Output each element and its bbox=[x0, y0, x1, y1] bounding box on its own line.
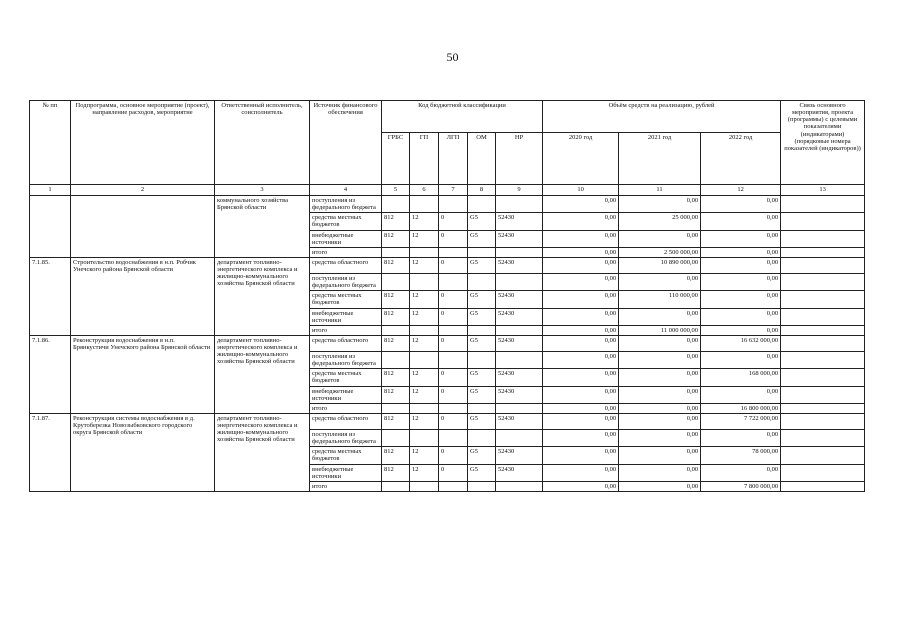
om-cell: G5 bbox=[468, 335, 496, 351]
grbs-cell bbox=[382, 403, 410, 413]
amount-2021: 0,00 bbox=[619, 429, 701, 446]
amount-2022: 0,00 bbox=[701, 464, 781, 481]
header-program: Подпрограмма, основное мероприятие (проект), направление расходов, мероприятие bbox=[71, 101, 215, 185]
column-number: 5 bbox=[382, 185, 410, 196]
amount-2022: 0,00 bbox=[701, 291, 781, 308]
nr-cell bbox=[496, 196, 543, 213]
link-cell bbox=[781, 291, 865, 308]
link-cell bbox=[781, 386, 865, 403]
lgp-cell bbox=[439, 403, 468, 413]
source-cell: поступления из федерального бюджета bbox=[310, 429, 382, 446]
lgp-cell: 0 bbox=[439, 386, 468, 403]
lgp-cell: 0 bbox=[439, 369, 468, 386]
grbs-cell bbox=[382, 351, 410, 368]
grbs-cell: 812 bbox=[382, 413, 410, 429]
lgp-cell bbox=[439, 429, 468, 446]
source-cell: поступления из федерального бюджета bbox=[310, 351, 382, 368]
measure-name: Реконструкция системы водоснабжения в д. Крутоберезка Новозыбковского городского округа Брянской области bbox=[71, 413, 215, 491]
om-cell: G5 bbox=[468, 464, 496, 481]
om-cell bbox=[468, 247, 496, 257]
lgp-cell bbox=[439, 247, 468, 257]
header-executor: Ответственный исполнитель, соисполнитель bbox=[215, 101, 310, 185]
link-cell bbox=[781, 351, 865, 368]
gp-cell: 12 bbox=[410, 369, 439, 386]
grbs-cell: 812 bbox=[382, 230, 410, 247]
header-om: ОМ bbox=[468, 133, 496, 185]
amount-2020: 0,00 bbox=[543, 247, 619, 257]
amount-2021: 0,00 bbox=[619, 230, 701, 247]
om-cell: G5 bbox=[468, 213, 496, 230]
amount-2022: 7 722 000,00 bbox=[701, 413, 781, 429]
source-cell: средства местных бюджетов bbox=[310, 291, 382, 308]
lgp-cell: 0 bbox=[439, 257, 468, 273]
column-number: 13 bbox=[781, 185, 865, 196]
amount-2022: 0,00 bbox=[701, 429, 781, 446]
grbs-cell: 812 bbox=[382, 369, 410, 386]
gp-cell bbox=[410, 429, 439, 446]
source-cell: поступления из федерального бюджета bbox=[310, 196, 382, 213]
amount-2021: 0,00 bbox=[619, 335, 701, 351]
header-2020: 2020 год bbox=[543, 133, 619, 185]
amount-2021: 0,00 bbox=[619, 273, 701, 290]
amount-2020: 0,00 bbox=[543, 213, 619, 230]
column-number: 10 bbox=[543, 185, 619, 196]
grbs-cell: 812 bbox=[382, 335, 410, 351]
executor-name: департамент топливно-энергетического комплекса и жилищно-коммунального хозяйства Брянской области bbox=[215, 413, 310, 491]
table-row bbox=[30, 335, 865, 351]
column-number: 3 bbox=[215, 185, 310, 196]
nr-cell: 52430 bbox=[496, 386, 543, 403]
amount-2021: 110 000,00 bbox=[619, 291, 701, 308]
source-cell: внебюджетные источники bbox=[310, 386, 382, 403]
grbs-cell: 812 bbox=[382, 464, 410, 481]
gp-cell: 12 bbox=[410, 335, 439, 351]
source-cell: итого bbox=[310, 247, 382, 257]
column-number: 12 bbox=[701, 185, 781, 196]
grbs-cell bbox=[382, 273, 410, 290]
nr-cell: 52430 bbox=[496, 369, 543, 386]
amount-2020: 0,00 bbox=[543, 325, 619, 335]
amount-2020: 0,00 bbox=[543, 335, 619, 351]
header-nr: НР bbox=[496, 133, 543, 185]
link-cell bbox=[781, 481, 865, 491]
amount-2020: 0,00 bbox=[543, 351, 619, 368]
source-cell: итого bbox=[310, 325, 382, 335]
lgp-cell bbox=[439, 325, 468, 335]
amount-2021: 0,00 bbox=[619, 403, 701, 413]
link-cell bbox=[781, 230, 865, 247]
grbs-cell bbox=[382, 481, 410, 491]
executor-name: департамент топливно-энергетического комплекса и жилищно-коммунального хозяйства Брянской области bbox=[215, 257, 310, 335]
om-cell: G5 bbox=[468, 386, 496, 403]
amount-2021: 0,00 bbox=[619, 308, 701, 325]
nr-cell: 52430 bbox=[496, 257, 543, 273]
grbs-cell bbox=[382, 196, 410, 213]
gp-cell bbox=[410, 273, 439, 290]
gp-cell bbox=[410, 196, 439, 213]
lgp-cell: 0 bbox=[439, 447, 468, 464]
nr-cell bbox=[496, 325, 543, 335]
nr-cell bbox=[496, 481, 543, 491]
om-cell: G5 bbox=[468, 230, 496, 247]
lgp-cell: 0 bbox=[439, 230, 468, 247]
amount-2022: 0,00 bbox=[701, 230, 781, 247]
header-link: Связь основного мероприятия, проекта (программы) с целевыми показателями (индикаторами) (порядковые номера показателей (индикаторов)) bbox=[781, 101, 865, 185]
source-cell: итого bbox=[310, 481, 382, 491]
grbs-cell: 812 bbox=[382, 386, 410, 403]
source-cell: средства местных бюджетов bbox=[310, 447, 382, 464]
lgp-cell bbox=[439, 273, 468, 290]
column-number: 7 bbox=[439, 185, 468, 196]
gp-cell bbox=[410, 325, 439, 335]
column-number: 8 bbox=[468, 185, 496, 196]
header-lgp: ЛГП bbox=[439, 133, 468, 185]
lgp-cell bbox=[439, 481, 468, 491]
column-number: 11 bbox=[619, 185, 701, 196]
link-cell bbox=[781, 273, 865, 290]
amount-2021: 0,00 bbox=[619, 196, 701, 213]
budget-table bbox=[29, 100, 865, 492]
om-cell: G5 bbox=[468, 291, 496, 308]
om-cell bbox=[468, 351, 496, 368]
amount-2021: 2 500 000,00 bbox=[619, 247, 701, 257]
amount-2022: 0,00 bbox=[701, 247, 781, 257]
header-volume: Объём средств на реализацию, рублей bbox=[543, 101, 781, 133]
measure-name: Строительство водоснабжения в н.п. Робчик Унечского района Брянской области bbox=[71, 257, 215, 335]
amount-2020: 0,00 bbox=[543, 308, 619, 325]
gp-cell: 12 bbox=[410, 308, 439, 325]
amount-2022: 0,00 bbox=[701, 351, 781, 368]
column-number: 6 bbox=[410, 185, 439, 196]
lgp-cell: 0 bbox=[439, 291, 468, 308]
gp-cell bbox=[410, 481, 439, 491]
nr-cell: 52430 bbox=[496, 230, 543, 247]
amount-2021: 0,00 bbox=[619, 481, 701, 491]
amount-2020: 0,00 bbox=[543, 413, 619, 429]
amount-2022: 0,00 bbox=[701, 196, 781, 213]
lgp-cell: 0 bbox=[439, 213, 468, 230]
column-number: 4 bbox=[310, 185, 382, 196]
column-number: 2 bbox=[71, 185, 215, 196]
nr-cell bbox=[496, 247, 543, 257]
amount-2020: 0,00 bbox=[543, 464, 619, 481]
amount-2020: 0,00 bbox=[543, 196, 619, 213]
amount-2020: 0,00 bbox=[543, 386, 619, 403]
lgp-cell: 0 bbox=[439, 308, 468, 325]
link-cell bbox=[781, 325, 865, 335]
source-cell: внебюджетные источники bbox=[310, 464, 382, 481]
om-cell: G5 bbox=[468, 257, 496, 273]
om-cell: G5 bbox=[468, 308, 496, 325]
source-cell: внебюджетные источники bbox=[310, 308, 382, 325]
amount-2020: 0,00 bbox=[543, 429, 619, 446]
amount-2021: 10 890 000,00 bbox=[619, 257, 701, 273]
grbs-cell: 812 bbox=[382, 257, 410, 273]
measure-number: 7.1.85. bbox=[30, 257, 71, 335]
link-cell bbox=[781, 257, 865, 273]
header-source: Источник финансового обеспечения bbox=[310, 101, 382, 185]
om-cell bbox=[468, 273, 496, 290]
link-cell bbox=[781, 335, 865, 351]
nr-cell bbox=[496, 273, 543, 290]
amount-2021: 25 000,00 bbox=[619, 213, 701, 230]
grbs-cell bbox=[382, 325, 410, 335]
table-row bbox=[30, 257, 865, 273]
amount-2022: 16 800 000,00 bbox=[701, 403, 781, 413]
source-cell: средства областного bbox=[310, 413, 382, 429]
header-2022: 2022 год bbox=[701, 133, 781, 185]
amount-2022: 0,00 bbox=[701, 257, 781, 273]
amount-2021: 0,00 bbox=[619, 369, 701, 386]
amount-2022: 0,00 bbox=[701, 386, 781, 403]
gp-cell: 12 bbox=[410, 291, 439, 308]
page-number: 50 bbox=[446, 50, 459, 64]
amount-2022: 7 800 000,00 bbox=[701, 481, 781, 491]
source-cell: средства местных бюджетов bbox=[310, 369, 382, 386]
amount-2021: 0,00 bbox=[619, 386, 701, 403]
lgp-cell bbox=[439, 196, 468, 213]
om-cell bbox=[468, 403, 496, 413]
header-grbs: ГРБС bbox=[382, 133, 410, 185]
amount-2020: 0,00 bbox=[543, 230, 619, 247]
column-number: 9 bbox=[496, 185, 543, 196]
amount-2021: 0,00 bbox=[619, 413, 701, 429]
om-cell bbox=[468, 325, 496, 335]
grbs-cell bbox=[382, 247, 410, 257]
amount-2022: 0,00 bbox=[701, 308, 781, 325]
source-cell: итого bbox=[310, 403, 382, 413]
amount-2022: 168 000,00 bbox=[701, 369, 781, 386]
link-cell bbox=[781, 403, 865, 413]
amount-2022: 78 000,00 bbox=[701, 447, 781, 464]
measure-name: Реконструкция водоснабжения в н.п. Брянкустичи Унечского района Брянской области bbox=[71, 335, 215, 413]
link-cell bbox=[781, 429, 865, 446]
measure-number bbox=[30, 196, 71, 258]
gp-cell: 12 bbox=[410, 447, 439, 464]
amount-2020: 0,00 bbox=[543, 481, 619, 491]
executor-name: коммунального хозяйства Брянской области bbox=[215, 196, 310, 258]
measure-name bbox=[71, 196, 215, 258]
amount-2020: 0,00 bbox=[543, 403, 619, 413]
om-cell bbox=[468, 429, 496, 446]
source-cell: средства областного bbox=[310, 335, 382, 351]
link-cell bbox=[781, 247, 865, 257]
header-num: № пп bbox=[30, 101, 71, 185]
executor-name: департамент топливно-энергетического комплекса и жилищно-коммунального хозяйства Брянской области bbox=[215, 335, 310, 413]
gp-cell: 12 bbox=[410, 413, 439, 429]
link-cell bbox=[781, 308, 865, 325]
amount-2021: 0,00 bbox=[619, 447, 701, 464]
source-cell: средства местных бюджетов bbox=[310, 213, 382, 230]
gp-cell: 12 bbox=[410, 464, 439, 481]
amount-2022: 0,00 bbox=[701, 213, 781, 230]
header-gp: ГП bbox=[410, 133, 439, 185]
amount-2021: 0,00 bbox=[619, 464, 701, 481]
link-cell bbox=[781, 369, 865, 386]
om-cell: G5 bbox=[468, 447, 496, 464]
gp-cell: 12 bbox=[410, 230, 439, 247]
link-cell bbox=[781, 213, 865, 230]
grbs-cell: 812 bbox=[382, 447, 410, 464]
amount-2021: 11 000 000,00 bbox=[619, 325, 701, 335]
amount-2022: 0,00 bbox=[701, 273, 781, 290]
om-cell: G5 bbox=[468, 413, 496, 429]
lgp-cell: 0 bbox=[439, 413, 468, 429]
gp-cell: 12 bbox=[410, 386, 439, 403]
source-cell: внебюджетные источники bbox=[310, 230, 382, 247]
gp-cell bbox=[410, 403, 439, 413]
om-cell: G5 bbox=[468, 369, 496, 386]
nr-cell: 52430 bbox=[496, 291, 543, 308]
header-code: Код бюджетной классификации bbox=[382, 101, 543, 133]
nr-cell: 52430 bbox=[496, 464, 543, 481]
grbs-cell: 812 bbox=[382, 308, 410, 325]
nr-cell: 52430 bbox=[496, 308, 543, 325]
header-2021: 2021 год bbox=[619, 133, 701, 185]
lgp-cell: 0 bbox=[439, 335, 468, 351]
header-row-top bbox=[30, 101, 865, 133]
gp-cell bbox=[410, 351, 439, 368]
grbs-cell: 812 bbox=[382, 213, 410, 230]
om-cell bbox=[468, 196, 496, 213]
nr-cell: 52430 bbox=[496, 335, 543, 351]
grbs-cell: 812 bbox=[382, 291, 410, 308]
nr-cell: 52430 bbox=[496, 447, 543, 464]
link-cell bbox=[781, 413, 865, 429]
table-row bbox=[30, 413, 865, 429]
table-row bbox=[30, 196, 865, 213]
nr-cell: 52430 bbox=[496, 413, 543, 429]
source-cell: поступления из федерального бюджета bbox=[310, 273, 382, 290]
amount-2020: 0,00 bbox=[543, 291, 619, 308]
measure-number: 7.1.86. bbox=[30, 335, 71, 413]
amount-2020: 0,00 bbox=[543, 257, 619, 273]
amount-2020: 0,00 bbox=[543, 369, 619, 386]
om-cell bbox=[468, 481, 496, 491]
nr-cell: 52430 bbox=[496, 213, 543, 230]
nr-cell bbox=[496, 351, 543, 368]
link-cell bbox=[781, 196, 865, 213]
nr-cell bbox=[496, 403, 543, 413]
measure-number: 7.1.87. bbox=[30, 413, 71, 491]
amount-2022: 16 632 000,00 bbox=[701, 335, 781, 351]
column-numbers-row bbox=[30, 185, 865, 196]
amount-2020: 0,00 bbox=[543, 273, 619, 290]
nr-cell bbox=[496, 429, 543, 446]
amount-2020: 0,00 bbox=[543, 447, 619, 464]
table-body bbox=[30, 196, 865, 492]
link-cell bbox=[781, 447, 865, 464]
source-cell: средства областного bbox=[310, 257, 382, 273]
gp-cell: 12 bbox=[410, 257, 439, 273]
column-number: 1 bbox=[30, 185, 71, 196]
gp-cell bbox=[410, 247, 439, 257]
link-cell bbox=[781, 464, 865, 481]
grbs-cell bbox=[382, 429, 410, 446]
gp-cell: 12 bbox=[410, 213, 439, 230]
lgp-cell: 0 bbox=[439, 464, 468, 481]
amount-2021: 0,00 bbox=[619, 351, 701, 368]
amount-2022: 0,00 bbox=[701, 325, 781, 335]
lgp-cell bbox=[439, 351, 468, 368]
